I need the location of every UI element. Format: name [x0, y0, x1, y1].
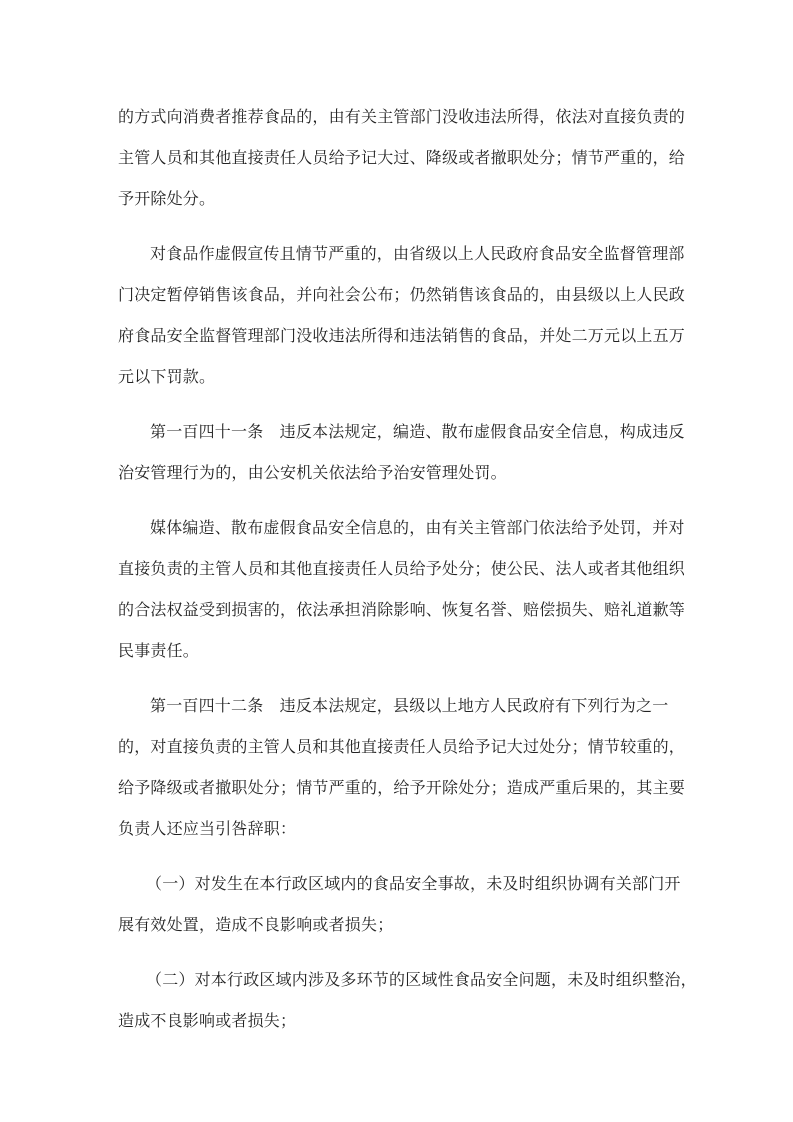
- text-line: 负责人还应当引咎辞职：: [118, 819, 297, 838]
- list-item-2: （二）对本行政区域内涉及多环节的区域性食品安全问题，未及时组织整治，: [146, 970, 697, 989]
- text-line: 门决定暂停销售该食品，并向社会公布；仍然销售该食品的，由县级以上人民政: [118, 285, 686, 304]
- text-line: 府食品安全监督管理部门没收违法所得和违法销售的食品，并处二万元以上五万: [118, 326, 686, 345]
- text-line: 的合法权益受到损害的，依法承担消除影响、恢复名誉、赔偿损失、赔礼道歉等: [118, 600, 686, 619]
- text-line: 媒体编造、散布虚假食品安全信息的，由有关主管部门依法给予处罚，并对: [150, 518, 685, 537]
- text-line: 的方式向消费者推荐食品的，由有关主管部门没收违法所得，依法对直接负责的: [118, 107, 686, 126]
- text-line: 予开除处分。: [118, 189, 216, 208]
- text-line: 元以下罚款。: [118, 367, 216, 386]
- text-line: 主管人员和其他直接责任人员给予记大过、降级或者撤职处分；情节严重的，给: [118, 148, 686, 167]
- list-item-1: （一）对发生在本行政区域内的食品安全事故，未及时组织协调有关部门开: [146, 874, 681, 893]
- article-141-heading: 第一百四十一条 违反本法规定，编造、散布虚假食品安全信息，构成违反: [150, 422, 685, 441]
- text-line: 的，对直接负责的主管人员和其他直接责任人员给予记大过处分；情节较重的，: [118, 737, 686, 756]
- text-line: 给予降级或者撤职处分；情节严重的，给予开除处分；造成严重后果的，其主要: [118, 778, 686, 797]
- text-line: 直接负责的主管人员和其他直接责任人员给予处分；使公民、法人或者其他组织: [118, 559, 686, 578]
- text-line: 对食品作虚假宣传且情节严重的，由省级以上人民政府食品安全监督管理部: [150, 244, 685, 263]
- text-line: 造成不良影响或者损失；: [118, 1011, 297, 1030]
- text-line: 民事责任。: [118, 641, 200, 660]
- text-line: 治安管理行为的，由公安机关依法给予治安管理处罚。: [118, 463, 507, 482]
- text-line: 展有效处置，造成不良影响或者损失；: [118, 915, 394, 934]
- article-142-heading: 第一百四十二条 违反本法规定，县级以上地方人民政府有下列行为之一: [150, 696, 669, 715]
